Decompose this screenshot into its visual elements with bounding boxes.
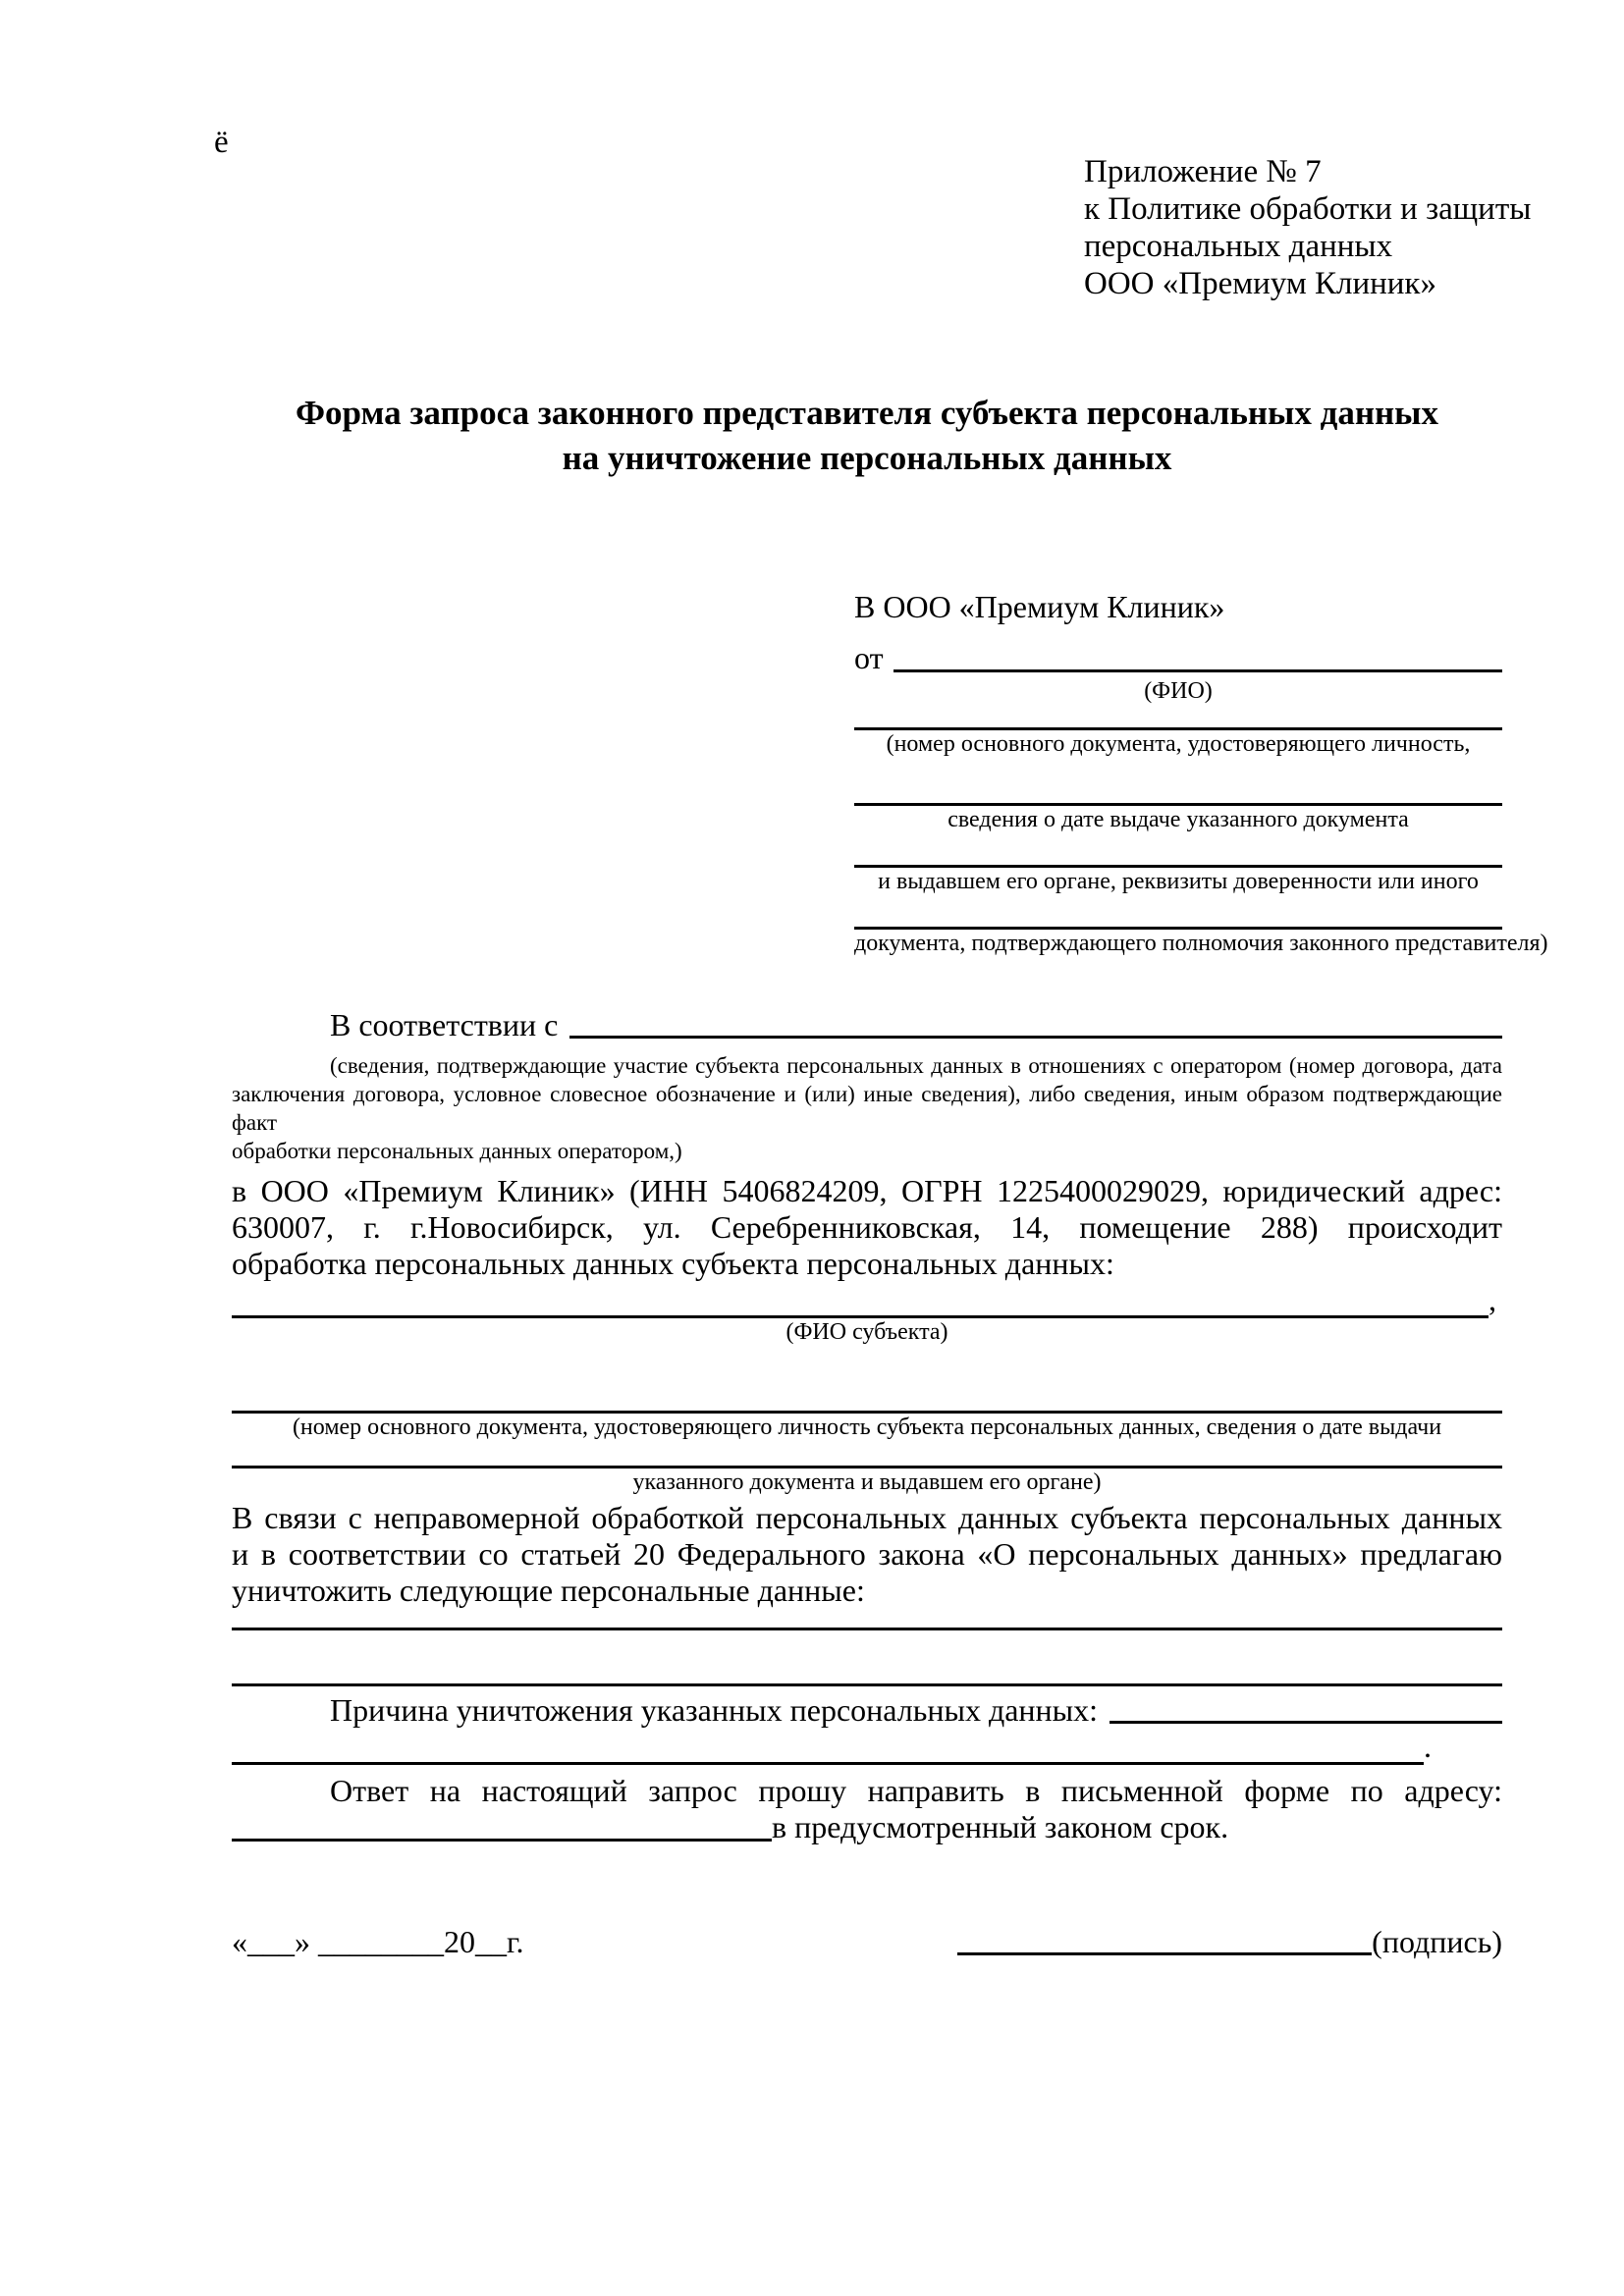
reason-lead: Причина уничтожения указанных персональных данных: (330, 1692, 1099, 1728)
accordance-lead: В соответствии с (330, 1007, 559, 1042)
fio-caption: (ФИО) (1144, 678, 1213, 704)
data-fill-line (232, 1630, 1502, 1686)
reason-continuation-row (232, 1729, 1502, 1765)
signature-caption: (подпись) (1372, 1924, 1502, 1959)
operator-line: обработка персональных данных субъекта персональных данных: (232, 1246, 1114, 1281)
doc-fill-line (854, 833, 1502, 868)
doc-caption: документа, подтверждающего полномочия законного представителя) (854, 931, 1548, 956)
unlawful-line: и в соответствии со статьей 20 Федерального закона «О персональных данных» предлагаю (232, 1536, 1502, 1572)
unlawful-line: уничтожить следующие персональные данные: (232, 1573, 865, 1608)
from-row (854, 636, 1502, 677)
trailing-period: . (1424, 1729, 1432, 1764)
subject-doc-fill-line (232, 1441, 1502, 1468)
reason-row (232, 1692, 1502, 1729)
doc-caption: и выдавшем его органе, реквизиты доверенности или иного (878, 869, 1479, 894)
data-fill-line (232, 1609, 1502, 1630)
doc-caption: (номер основного документа, удостоверяющего личность, (886, 731, 1471, 757)
doc-caption: сведения о дате выдаче указанного документа (947, 807, 1409, 832)
note-line: (сведения, подтверждающие участие субъекта персональных данных в отношениях с оператором (номер договора, дата (330, 1053, 1502, 1078)
reason-fill-line (232, 1746, 1424, 1765)
accordance-fill-line (569, 1036, 1502, 1039)
answer-tail-text: в предусмотренный законом срок. (772, 1809, 1229, 1844)
doc-fill-line (854, 705, 1502, 730)
accordance-note (232, 1051, 1502, 1165)
subject-doc-caption: (номер основного документа, удостоверяющего личность субъекта персональных данных, сведения о дате выдачи (292, 1415, 1442, 1440)
answer-paragraph: Ответ на настоящий запрос прошу направить в письменной форме по адресу: (330, 1773, 1502, 1808)
operator-line: 630007, г. г.Новосибирск, ул. Серебренниковская, 14, помещение 288) происходит (232, 1209, 1502, 1245)
appendix-line: персональных данных (1084, 229, 1393, 264)
doc-fill-line (854, 895, 1502, 930)
operator-line: в ООО «Премиум Клиник» (ИНН 5406824209, ОГРН 1225400029029, юридический адрес: (232, 1173, 1502, 1208)
form-title-line: Форма запроса законного представителя субъекта персональных данных (296, 394, 1438, 432)
stray-character: ё (214, 125, 229, 160)
recipient-line: В ООО «Премиум Клиник» (854, 589, 1225, 624)
appendix-line: к Политике обработки и защиты (1084, 191, 1532, 227)
appendix-block (1084, 153, 1531, 302)
trailing-comma: , (1489, 1282, 1496, 1317)
operator-paragraph (232, 1173, 1502, 1282)
subject-fio-caption: (ФИО субъекта) (785, 1319, 948, 1345)
fio-fill-line (893, 669, 1502, 672)
subject-fio-fill-line (232, 1300, 1489, 1318)
answer-address-row (232, 1809, 1502, 1845)
subject-doc-fill-line (232, 1346, 1502, 1414)
address-fill-line (232, 1839, 772, 1842)
reason-fill-line (1110, 1721, 1502, 1724)
signature-group (957, 1924, 1502, 1960)
addressee-block (854, 587, 1548, 957)
unlawful-paragraph (232, 1500, 1502, 1609)
subject-doc-caption: указанного документа и выдавшем его органе) (632, 1469, 1102, 1495)
note-line: обработки персональных данных оператором,) (232, 1139, 682, 1163)
body-block (232, 1003, 1502, 1960)
from-label: от (854, 640, 884, 675)
appendix-line: Приложение № 7 (1084, 154, 1322, 189)
form-title-line: на уничтожение персональных данных (562, 439, 1172, 477)
date-line: «___» ________20__г. (232, 1924, 524, 1959)
accordance-row (232, 1003, 1502, 1043)
signature-fill-line (957, 1952, 1372, 1955)
unlawful-line: В связи с неправомерной обработкой персональных данных субъекта персональных данных (232, 1500, 1502, 1535)
form-title (232, 391, 1502, 481)
note-line: заключения договора, условное словесное обозначение и (или) иные сведения), либо сведения, иным образом подтверждающие факт (232, 1082, 1502, 1135)
subject-fio-row (232, 1282, 1502, 1318)
doc-fill-line (854, 758, 1502, 806)
footer-row (232, 1924, 1502, 1960)
appendix-line: ООО «Премиум Клиник» (1084, 266, 1436, 301)
